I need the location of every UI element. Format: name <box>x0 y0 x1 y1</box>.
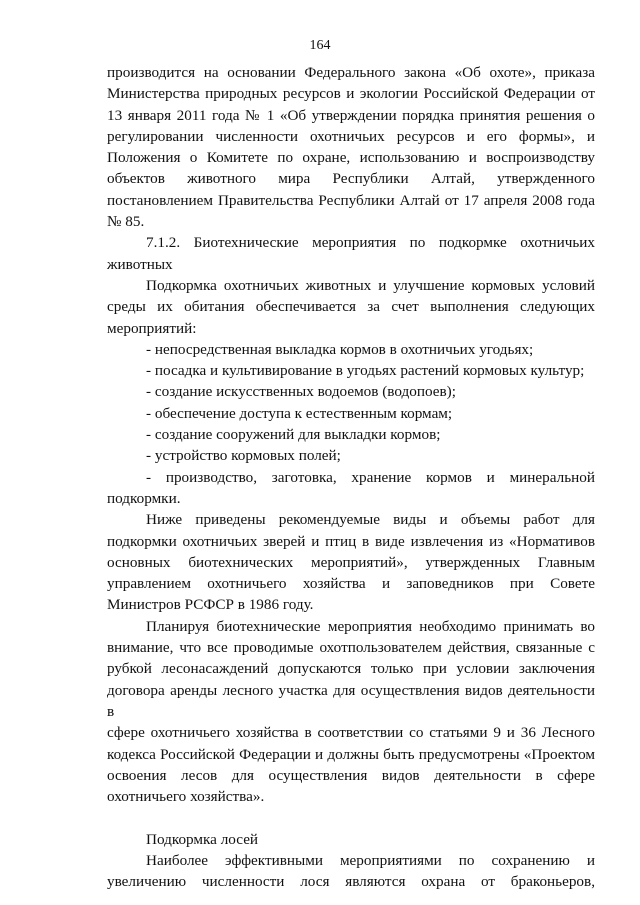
text-line: подкормки. <box>107 489 181 507</box>
text-line: Наиболее эффективными мероприятиями по сохранению и <box>146 851 595 869</box>
text-line: внимание, что все проводимые охотпользователем действия, связанные с <box>107 639 595 657</box>
text-line: Подкормка охотничьих животных и улучшение кормовых условий <box>146 276 595 294</box>
page-number: 164 <box>309 38 331 53</box>
text-line: - производство, заготовка, хранение кормов и минеральной <box>146 468 595 486</box>
text-line: управлением охотничьего хозяйства и заповедников при Совете <box>107 575 595 593</box>
text-line: 13 января 2011 года № 1 «Об утверждении порядка принятия решения о <box>107 106 595 124</box>
text-line: производится на основании Федерального закона «Об охоте», приказа <box>107 64 595 81</box>
text-line: - посадка и культивирование в угодьях растений кормовых культур; <box>146 362 585 380</box>
text-line: - устройство кормовых полей; <box>146 447 341 465</box>
text-line: кодекса Российской Федерации и должны быть предусмотрены «Проектом <box>107 745 595 763</box>
text-line: увеличению численности лося являются охрана от браконьеров, <box>107 873 595 891</box>
text-line: подкормки охотничьих зверей и птиц в виде извлечения из «Нормативов <box>107 532 595 550</box>
text-line: - непосредственная выкладка кормов в охотничьих угодьях; <box>146 340 534 358</box>
text-line: освоения лесов для осуществления видов деятельности в сфере <box>107 766 595 784</box>
text-line: № 85. <box>107 213 145 231</box>
text-line: - создание сооружений для выкладки кормов; <box>146 426 441 444</box>
text-line: охотничьего хозяйства». <box>107 788 265 806</box>
text-line: постановлением Правительства Республики Алтай от 17 апреля 2008 года <box>107 191 595 209</box>
blank-line <box>107 807 595 828</box>
document-body <box>107 62 595 893</box>
text-line: Ниже приведены рекомендуемые виды и объемы работ для <box>146 511 595 529</box>
text-line: договора аренды лесного участка для осуществления видов деятельности в <box>107 681 595 720</box>
text-line: - создание искусственных водоемов (водопоев); <box>146 383 456 401</box>
text-line: Министров РСФСР в 1986 году. <box>107 596 314 614</box>
text-line: сфере охотничьего хозяйства в соответствии со статьями 9 и 36 Лесного <box>107 724 595 742</box>
text-line: рубкой лесонасаждений допускаются только при условии заключения <box>107 660 595 678</box>
text-line: мероприятий: <box>107 319 197 337</box>
text-line: Министерства природных ресурсов и экологии Российской Федерации от <box>107 85 595 103</box>
text-line: 7.1.2. Биотехнические мероприятия по подкормке охотничьих <box>146 234 595 252</box>
text-line: объектов животного мира Республики Алтай, утвержденного <box>107 170 595 188</box>
text-line: основных биотехнических мероприятий», утвержденных Главным <box>107 553 595 571</box>
text-line: среды их обитания обеспечивается за счет выполнения следующих <box>107 298 595 316</box>
text-line: регулировании численности охотничьих ресурсов и его формы», и <box>107 127 595 145</box>
text-line: Подкормка лосей <box>146 830 259 848</box>
text-line: Планируя биотехнические мероприятия необходимо принимать во <box>146 617 595 635</box>
text-line: животных <box>107 255 173 273</box>
text-line: - обеспечение доступа к естественным кормам; <box>146 404 453 422</box>
text-line: Положения о Комитете по охране, использованию и воспроизводству <box>107 149 595 167</box>
